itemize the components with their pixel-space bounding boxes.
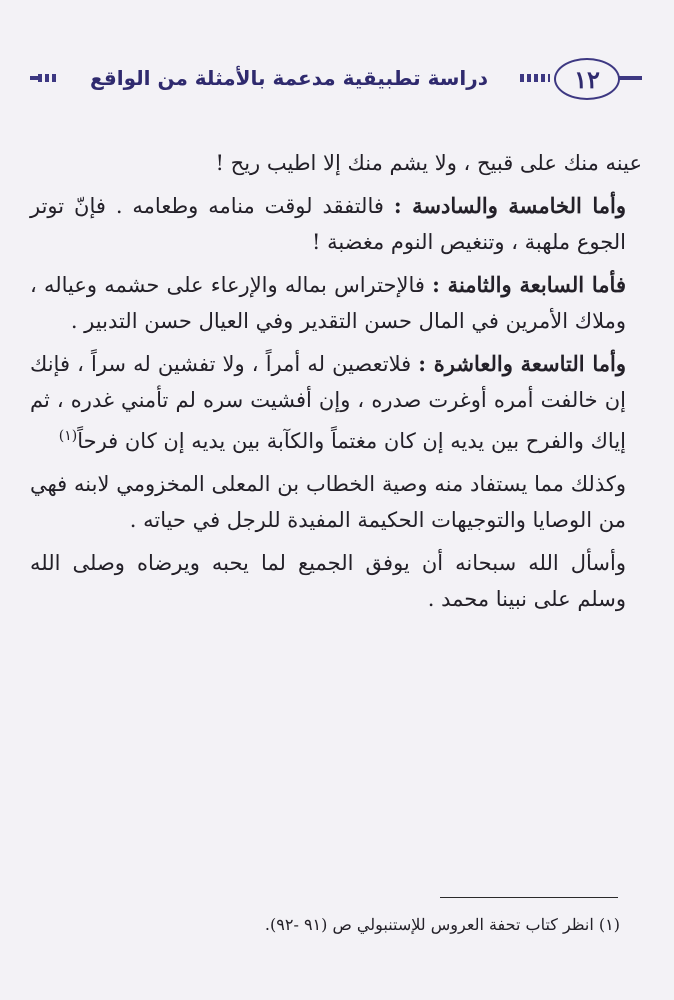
running-title: دراسة تطبيقية مدعمة بالأمثلة من الواقع: [89, 66, 489, 90]
header-ornament-right-tip: [618, 76, 642, 80]
paragraph-2: [30, 188, 642, 260]
header-ornament-left-tip: [30, 76, 38, 80]
header-ornament-left: [38, 74, 58, 82]
footnote-separator: [440, 897, 618, 898]
paragraph-4: [30, 346, 642, 459]
paragraph-2-text: فالتفقد لوقت منامه وطعامه . فإنّ توتر الجوع ملهبة ، وتنغيص النوم مغضبة !: [30, 194, 626, 254]
paragraph-3: [30, 267, 642, 339]
paragraph-6: وأسأل الله سبحانه أن يوفق الجميع لما يحبه ويرضاه وصلى الله وسلم على نبينا محمد .: [30, 551, 626, 611]
paragraph-5: وكذلك مما يستفاد منه وصية الخطاب بن المعلى المخزومي لابنه فهي من الوصايا والتوجيهات الحكيمة المفيدة للرجل في حياته .: [30, 472, 626, 532]
paragraph-1: عينه منك على قبيح ، ولا يشم منك إلا اطيب ريح !: [215, 151, 642, 175]
footnote-reference: (١): [58, 428, 78, 444]
footnote: (١) انظر كتاب تحفة العروس للإستنبولي ص (٩١ -٩٢).: [264, 915, 620, 934]
paragraph-4-text: فلاتعصين له أمراً ، ولا تفشين له سراً ، فإنك إن خالفت أمره أوغرت صدره ، وإن أفشيت سره لم تأمني غدره ، ثم إياك والفرح بين يديه إن كان مغتماً والكآبة بين يديه إن كان فرحاً: [30, 352, 626, 453]
body-text: [30, 145, 642, 624]
paragraph-4-lead: وأما التاسعة والعاشرة :: [418, 351, 626, 376]
header-ornament-right: [520, 74, 550, 82]
page-header: [30, 56, 642, 102]
page-number: ١٢: [554, 58, 620, 100]
paragraph-3-lead: فأما السابعة والثامنة :: [432, 272, 626, 297]
paragraph-2-lead: وأما الخامسة والسادسة :: [393, 193, 626, 218]
paragraph-3-text: فالإحتراس بماله والإرعاء على حشمه وعياله ، وملاك الأمرين في المال حسن التقدير وفي العيال حسن التدبير .: [30, 273, 626, 333]
